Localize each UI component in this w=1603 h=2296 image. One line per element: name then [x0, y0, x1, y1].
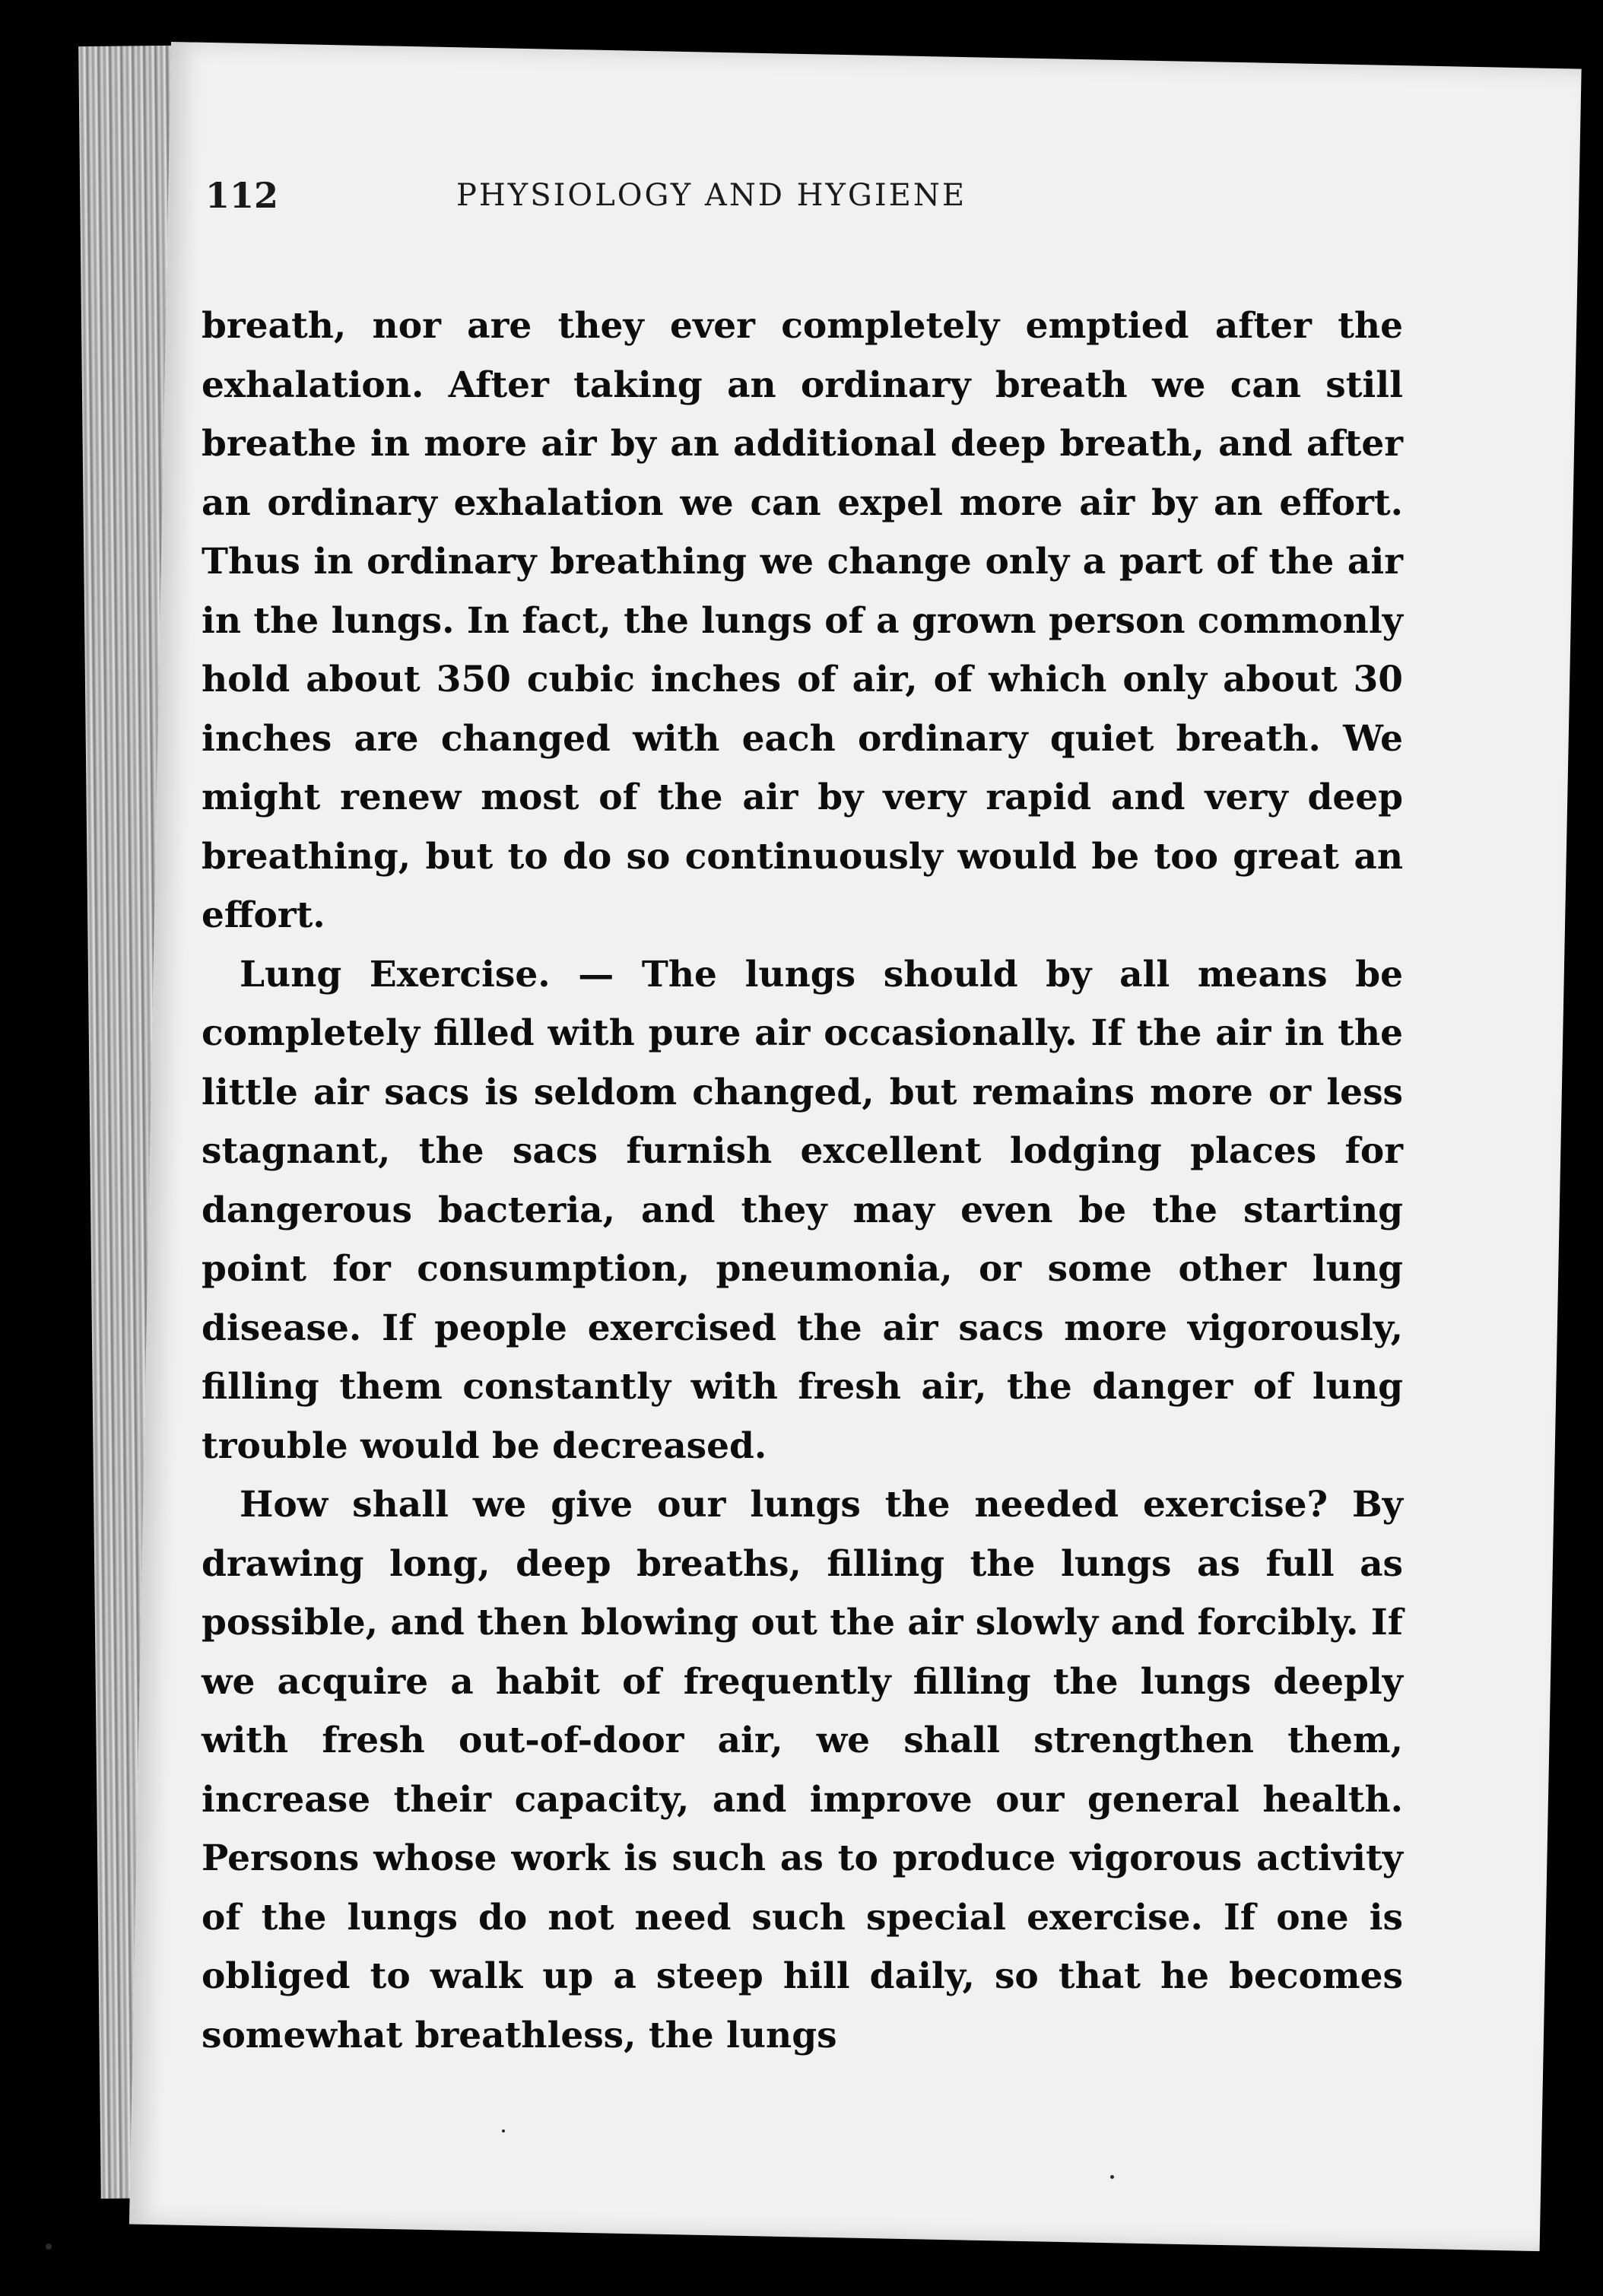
- lung-exercise-heading: Lung Exercise.: [240, 953, 551, 996]
- body-text: [202, 297, 1403, 2065]
- scan-speck: [46, 2244, 52, 2250]
- scan-speck: [502, 2129, 505, 2132]
- third-paragraph: How shall we give our lungs the needed exercise? By drawing long, deep breaths, filling the lungs as full as possible, and then blowing out the air slowly and forcibly. If we acquire a habit of frequently filling the lungs deeply with fresh out-of-door air, we shall strengthen them, increase their capacity, and improve our general health. Persons whose work is such as to produce vigorous activity of the lungs do not need such special exercise. If one is obliged to walk up a steep hill daily, so that he becomes somewhat breathless, the lungs: [202, 1484, 1403, 2056]
- header-title: PHYSIOLOGY AND HYGIENE: [456, 178, 967, 213]
- running-head: [205, 175, 1217, 228]
- scan-speck: [1110, 2175, 1114, 2179]
- lung-exercise-paragraph: [202, 945, 1403, 1476]
- lung-exercise-text: — The lungs should by all means be completely filled with pure air occasionally. If the air in the little air sacs is seldom changed, but remains more or less stagnant, the sacs furnish excellent lodging places for dangerous bacteria, and they may even be the starting point for consumption, pneumonia, or some other lung disease. If people exercised the air sacs more vigorously, filling them constantly with fresh air, the danger of lung trouble would be decreased.: [202, 953, 1403, 1467]
- page-number: 112: [205, 175, 279, 216]
- opening-paragraph: breath, nor are they ever completely emptied after the exhalation. After taking an ordinary breath we can still breathe in more air by an additional deep breath, and after an ordinary exhalation we can expel more air by an effort. Thus in ordinary breathing we change only a part of the air in the lungs. In fact, the lungs of a grown person commonly hold about 350 cubic inches of air, of which only about 30 inches are changed with each ordinary quiet breath. We might renew most of the air by very rapid and very deep breathing, but to do so continuously would be too great an effort.: [202, 305, 1403, 936]
